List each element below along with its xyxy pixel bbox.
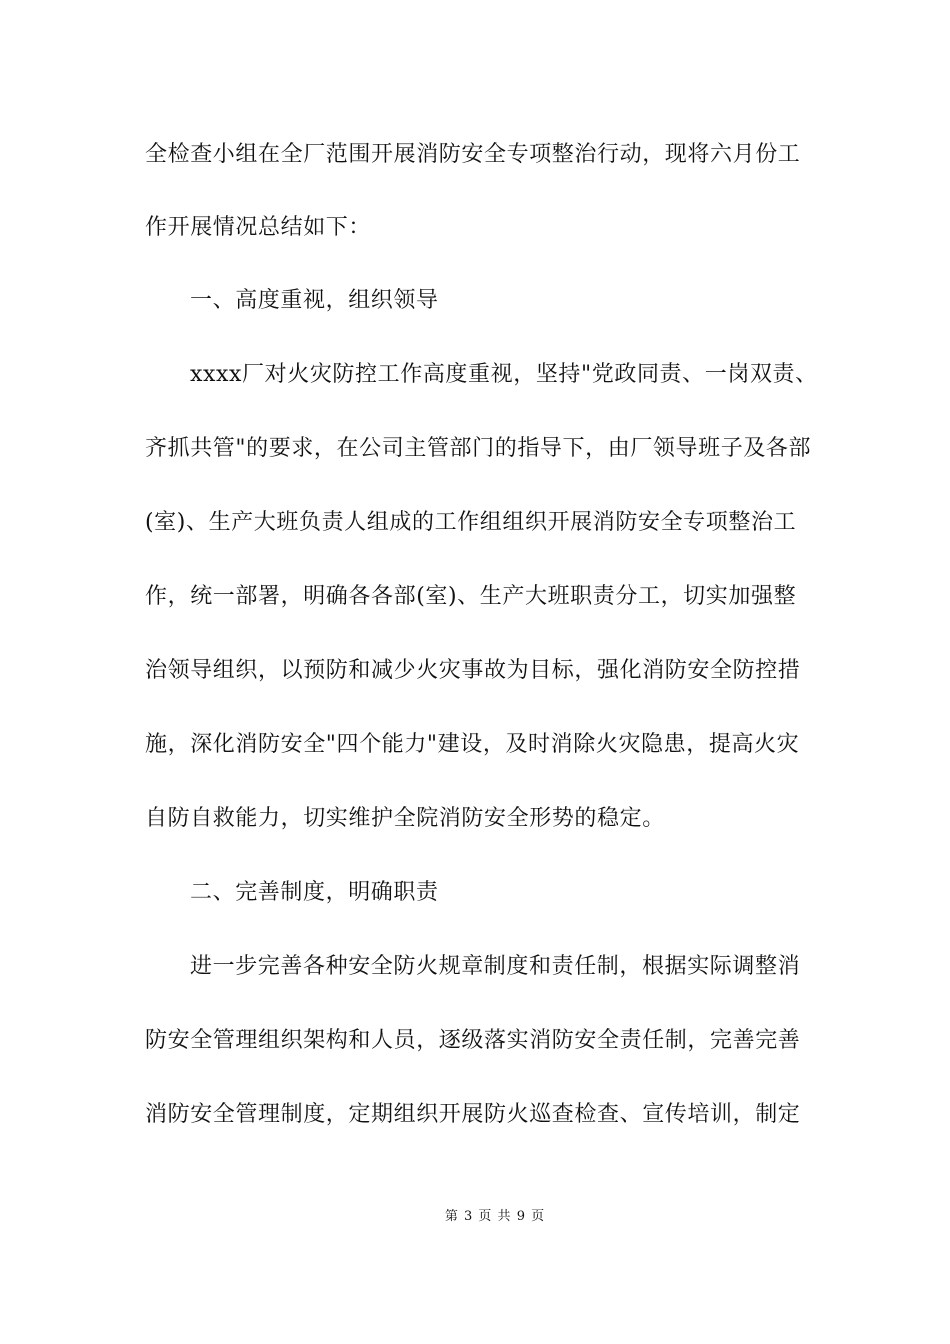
body-text-line: 作，统一部署，明确各各部(室)、生产大班职责分工，切实加强整: [145, 584, 797, 609]
body-text-line: 齐抓共管"的要求，在公司主管部门的指导下，由厂领导班子及各部: [145, 436, 812, 461]
section-heading: 二、完善制度，明确职责: [190, 880, 439, 905]
body-text-line: (室)、生产大班负责人组成的工作组组织开展消防安全专项整治工: [145, 510, 797, 535]
body-text-line: 作开展情况总结如下：: [145, 215, 372, 240]
body-text-line: 全检查小组在全厂范围开展消防安全专项整治行动，现将六月份工: [145, 142, 801, 167]
body-text-line: 防安全管理组织架构和人员，逐级落实消防安全责任制，完善完善: [145, 1028, 801, 1053]
body-text-line: 施，深化消防安全"四个能力"建设，及时消除火灾隐患，提高火灾: [145, 732, 800, 757]
body-text-line: 消防安全管理制度，定期组织开展防火巡查检查、宣传培训，制定: [145, 1102, 801, 1127]
page-footer: [0, 1208, 950, 1226]
body-text-line: 进一步完善各种安全防火规章制度和责任制，根据实际调整消: [190, 954, 801, 979]
body-text-line: xxxx厂对火灾防控工作高度重视，坚持"党政同责、一岗双责、: [190, 362, 818, 387]
body-text-line: 治领导组织，以预防和减少火灾事故为目标，强化消防安全防控措: [145, 658, 801, 683]
page-number: 第 3 页 共 9 页: [444, 1209, 546, 1224]
section-heading: 一、高度重视，组织领导: [190, 288, 439, 313]
body-text-line: 自防自救能力，切实维护全院消防安全形势的稳定。: [145, 806, 665, 831]
